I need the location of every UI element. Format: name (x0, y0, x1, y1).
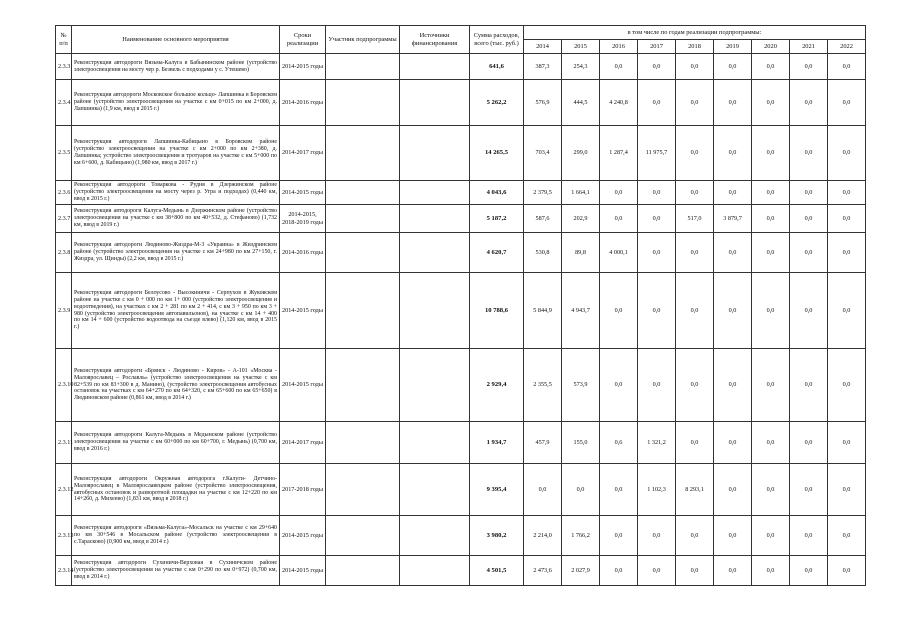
row-year-value: 0,0 (752, 181, 790, 205)
table-row (56, 205, 866, 233)
row-year-value: 0,0 (638, 181, 676, 205)
row-year-value: 0,0 (828, 422, 866, 464)
row-year-value: 202,9 (562, 205, 600, 233)
row-term: 2014-2015 годы (280, 181, 326, 205)
row-year-value: 0,0 (600, 516, 638, 556)
row-number: 2.3.5 (56, 126, 72, 181)
row-number: 2.3.14 (56, 556, 72, 586)
row-year-value: 0,0 (790, 126, 828, 181)
row-year-value: 4 240,8 (600, 80, 638, 126)
table-row (56, 349, 866, 422)
row-source (400, 233, 470, 273)
row-year-value: 0,6 (600, 422, 638, 464)
header-participant: Участник подпрограммы (326, 26, 400, 54)
row-year-value: 0,0 (638, 80, 676, 126)
row-year-value: 4 943,7 (562, 273, 600, 349)
row-year-value: 0,0 (790, 516, 828, 556)
row-year-value: 0,0 (828, 273, 866, 349)
row-year-value: 0,0 (676, 516, 714, 556)
row-year-value: 8 293,1 (676, 464, 714, 516)
budget-table (55, 25, 866, 586)
row-activity-name: Реконструкция автодороги Московское большое кольцо- Лапшинка в Боровском районе (устройство электроосвещения на участке с км 0+015 по км 2+000, д. Лапшинка) (1,9 км, ввод в 2015 г.) (72, 80, 280, 126)
row-participant (326, 464, 400, 516)
header-year: 2019 (714, 40, 752, 54)
row-year-value: 0,0 (524, 464, 562, 516)
row-source (400, 516, 470, 556)
header-year: 2021 (790, 40, 828, 54)
row-total-sum: 10 788,6 (470, 273, 524, 349)
row-year-value: 0,0 (752, 205, 790, 233)
row-year-value: 0,0 (714, 422, 752, 464)
row-year-value: 0,0 (714, 516, 752, 556)
row-total-sum: 2 929,4 (470, 349, 524, 422)
header-year: 2014 (524, 40, 562, 54)
row-year-value: 0,0 (600, 273, 638, 349)
row-participant (326, 233, 400, 273)
header-year: 2015 (562, 40, 600, 54)
table-row (56, 273, 866, 349)
row-term: 2014-2017 годы (280, 126, 326, 181)
row-year-value: 387,3 (524, 54, 562, 80)
row-year-value: 0,0 (790, 273, 828, 349)
row-activity-name: Реконструкция автодороги Окружная автодорога г.Калуги- Детчино-Малоярославец в Малоярославецком районе (устройство электроосвещения, автобусных остановок и разворотной площадки на участке с км 12+220 по км 14+260, д. Михеево) (1,831 км, ввод в 2018 г.) (72, 464, 280, 516)
row-year-value: 0,0 (638, 349, 676, 422)
row-year-value: 0,0 (752, 233, 790, 273)
row-year-value: 0,0 (828, 181, 866, 205)
row-year-value: 3 879,7 (714, 205, 752, 233)
row-number: 2.3.3 (56, 54, 72, 80)
row-year-value: 0,0 (790, 349, 828, 422)
row-total-sum: 4 501,5 (470, 556, 524, 586)
header-no: № п/п (56, 26, 72, 54)
row-year-value: 0,0 (790, 80, 828, 126)
row-year-value: 89,8 (562, 233, 600, 273)
row-year-value: 0,0 (790, 205, 828, 233)
row-term: 2017-2018 годы (280, 464, 326, 516)
row-year-value: 0,0 (790, 181, 828, 205)
row-number: 2.3.8 (56, 233, 72, 273)
row-year-value: 0,0 (828, 233, 866, 273)
row-source (400, 422, 470, 464)
row-source (400, 556, 470, 586)
row-year-value: 587,6 (524, 205, 562, 233)
row-participant (326, 205, 400, 233)
row-number: 2.3.7 (56, 205, 72, 233)
row-activity-name: Реконструкция автодороги Товаркова - Рудня в Дзержинском районе (устройство электроосвещения на мосту через р. Угра и подходах) (0,440 км, ввод в 2015 г.) (72, 181, 280, 205)
row-participant (326, 349, 400, 422)
table-row (56, 54, 866, 80)
row-year-value: 0,0 (828, 556, 866, 586)
row-total-sum: 641,6 (470, 54, 524, 80)
row-year-value: 576,9 (524, 80, 562, 126)
row-year-value: 1 321,2 (638, 422, 676, 464)
row-number: 2.3.4 (56, 80, 72, 126)
row-year-value: 155,0 (562, 422, 600, 464)
row-year-value: 444,5 (562, 80, 600, 126)
row-term: 2014-2015 годы (280, 556, 326, 586)
table-row (56, 422, 866, 464)
row-year-value: 703,4 (524, 126, 562, 181)
row-participant (326, 181, 400, 205)
row-year-value: 0,0 (714, 233, 752, 273)
row-year-value: 1 287,4 (600, 126, 638, 181)
row-year-value: 2 027,9 (562, 556, 600, 586)
row-year-value: 0,0 (714, 349, 752, 422)
header-source: Источники финансирования (400, 26, 470, 54)
row-year-value: 0,0 (752, 126, 790, 181)
row-year-value: 0,0 (790, 464, 828, 516)
row-number: 2.3.13 (56, 516, 72, 556)
table-row (56, 233, 866, 273)
row-participant (326, 54, 400, 80)
row-year-value: 0,0 (828, 80, 866, 126)
row-participant (326, 422, 400, 464)
row-year-value: 0,0 (714, 126, 752, 181)
row-total-sum: 14 265,5 (470, 126, 524, 181)
row-total-sum: 5 262,2 (470, 80, 524, 126)
row-year-value: 0,0 (828, 349, 866, 422)
row-participant (326, 126, 400, 181)
row-activity-name: Реконструкция автодороги Лапшинка-Кабицыно в Боровском районе (устройство электроосвещения на участке с км 2+000 по км 2+380, д. Лапшинка; устройство электроосвещения и тротуаров на участке с км 5+000 по км 6+600, д. Кабицыно) (1,980 км, ввод в 2017 г.) (72, 126, 280, 181)
row-source (400, 54, 470, 80)
row-number: 2.3.9 (56, 273, 72, 349)
row-year-value: 0,0 (714, 80, 752, 126)
row-year-value: 0,0 (828, 126, 866, 181)
row-term: 2014-2015, 2018-2019 годы (280, 205, 326, 233)
table-row (56, 80, 866, 126)
row-activity-name: Реконструкция автодороги Людиново-Жиздра-М-3 «Украина» в Жиздринском районе (устройство электроосвещения на участке с км 24+980 по км 27+150, г. Жиздра, ул. Щинды) (2,2 км, ввод в 2015 г.) (72, 233, 280, 273)
row-term: 2014-2015 годы (280, 516, 326, 556)
row-source (400, 80, 470, 126)
row-year-value: 0,0 (752, 422, 790, 464)
row-total-sum: 4 620,7 (470, 233, 524, 273)
table-row (56, 464, 866, 516)
row-year-value: 0,0 (752, 273, 790, 349)
row-year-value: 0,0 (676, 556, 714, 586)
header-name: Наименование основного мероприятия (72, 26, 280, 54)
row-total-sum: 4 043,6 (470, 181, 524, 205)
row-year-value: 0,0 (676, 233, 714, 273)
row-year-value: 2 355,5 (524, 349, 562, 422)
table-row (56, 181, 866, 205)
row-participant (326, 556, 400, 586)
header-year: 2020 (752, 40, 790, 54)
header-sum: Сумма расходов, всего (тыс. руб.) (470, 26, 524, 54)
row-year-value: 0,0 (752, 54, 790, 80)
row-activity-name: Реконструкция автодороги «Вязьма-Калуга»-Мосальск на участке с км 29+640 по км 30+546 в Мосальском районе (устройство электроосвещения в с.Тарасково) (0,900 км, ввод в 2014 г.) (72, 516, 280, 556)
row-year-value: 254,3 (562, 54, 600, 80)
row-year-value: 0,0 (600, 181, 638, 205)
header-year: 2022 (828, 40, 866, 54)
row-year-value: 0,0 (638, 233, 676, 273)
header-year: 2018 (676, 40, 714, 54)
header-year: 2016 (600, 40, 638, 54)
row-year-value: 11 975,7 (638, 126, 676, 181)
row-year-value: 0,0 (790, 233, 828, 273)
row-year-value: 0,0 (638, 273, 676, 349)
row-activity-name: Реконструкция автодороги Вязьма-Калуга в Бабынинском районе (устройство электроосвещения на мосту чер р. Безвель с подходами у с. Утешево) (72, 54, 280, 80)
row-source (400, 126, 470, 181)
row-number: 2.3.11 (56, 422, 72, 464)
row-year-value: 0,0 (638, 516, 676, 556)
row-participant (326, 80, 400, 126)
row-year-value: 0,0 (714, 464, 752, 516)
row-total-sum: 9 395,4 (470, 464, 524, 516)
row-year-value: 1 102,3 (638, 464, 676, 516)
row-year-value: 0,0 (600, 556, 638, 586)
table-row (56, 126, 866, 181)
row-year-value: 573,9 (562, 349, 600, 422)
row-source (400, 349, 470, 422)
row-number: 2.3.10 (56, 349, 72, 422)
row-number: 2.3.12 (56, 464, 72, 516)
row-activity-name: Реконструкция автодороги Калуга-Медынь в Дзержинском районе (устройство электроосвещения на участке с км 38+800 по км 40+532, д. Стефаново) (1,732 км, ввод в 2019 г.) (72, 205, 280, 233)
row-participant (326, 273, 400, 349)
row-year-value: 2 214,0 (524, 516, 562, 556)
row-participant (326, 516, 400, 556)
row-year-value: 0,0 (676, 126, 714, 181)
row-year-value: 0,0 (828, 464, 866, 516)
row-term: 2014-2015 годы (280, 54, 326, 80)
row-year-value: 0,0 (676, 181, 714, 205)
row-year-value: 0,0 (600, 349, 638, 422)
row-source (400, 181, 470, 205)
row-year-value: 0,0 (600, 54, 638, 80)
row-year-value: 0,0 (828, 516, 866, 556)
row-year-value: 0,0 (676, 80, 714, 126)
row-year-value: 0,0 (714, 556, 752, 586)
row-year-value: 0,0 (828, 54, 866, 80)
row-year-value: 0,0 (600, 205, 638, 233)
row-year-value: 0,0 (676, 422, 714, 464)
table-row (56, 556, 866, 586)
row-term: 2014-2016 годы (280, 233, 326, 273)
row-number: 2.3.6 (56, 181, 72, 205)
row-activity-name: Реконструкция автодороги «Брянск - Людиново - Киров» - А-101 «Москва - Малоярославец – Рославль» (устройство электроосвещения на участке с км 82+539 по км 83+300 в д. Манино), (устройство электроосвещения автобусных остановок на участках с км 64+270 по км 64+320, с км 65+600 по км 65+650) в Людиновском районе (0,861 км, ввод в 2014 г.) (72, 349, 280, 422)
row-year-value: 0,0 (752, 516, 790, 556)
row-year-value: 0,0 (676, 54, 714, 80)
row-total-sum: 5 187,2 (470, 205, 524, 233)
row-year-value: 0,0 (752, 349, 790, 422)
row-year-value: 5 844,9 (524, 273, 562, 349)
row-term: 2014-2016 годы (280, 80, 326, 126)
row-year-value: 0,0 (752, 464, 790, 516)
row-year-value: 2 473,6 (524, 556, 562, 586)
row-year-value: 2 379,5 (524, 181, 562, 205)
row-year-value: 0,0 (676, 349, 714, 422)
header-years-title: в том числе по годам реализации подпрограммы: (524, 26, 866, 40)
row-term: 2014-2017 годы (280, 422, 326, 464)
header-term: Сроки реализации (280, 26, 326, 54)
row-year-value: 0,0 (828, 205, 866, 233)
row-source (400, 464, 470, 516)
row-year-value: 0,0 (638, 54, 676, 80)
row-year-value: 1 664,1 (562, 181, 600, 205)
header-year: 2017 (638, 40, 676, 54)
row-year-value: 457,9 (524, 422, 562, 464)
row-year-value: 0,0 (790, 556, 828, 586)
table-row (56, 516, 866, 556)
row-year-value: 0,0 (714, 181, 752, 205)
row-source (400, 273, 470, 349)
row-term: 2014-2015 годы (280, 349, 326, 422)
row-year-value: 0,0 (600, 464, 638, 516)
row-year-value: 0,0 (562, 464, 600, 516)
row-year-value: 299,0 (562, 126, 600, 181)
row-total-sum: 1 934,7 (470, 422, 524, 464)
row-year-value: 1 766,2 (562, 516, 600, 556)
row-year-value: 0,0 (714, 273, 752, 349)
row-source (400, 205, 470, 233)
budget-table-sheet (55, 25, 865, 586)
row-year-value: 0,0 (638, 556, 676, 586)
row-year-value: 0,0 (714, 54, 752, 80)
row-total-sum: 3 980,2 (470, 516, 524, 556)
row-year-value: 0,0 (638, 205, 676, 233)
row-year-value: 0,0 (676, 273, 714, 349)
row-year-value: 0,0 (790, 422, 828, 464)
row-term: 2014-2015 годы (280, 273, 326, 349)
row-year-value: 530,8 (524, 233, 562, 273)
row-year-value: 0,0 (752, 556, 790, 586)
row-year-value: 517,0 (676, 205, 714, 233)
row-activity-name: Реконструкция автодороги Калуга-Медынь в Медынском районе (устройство электроосвещения на участке с км 60+000 по км 60+700, г. Медынь) (0,700 км, ввод в 2016 г.) (72, 422, 280, 464)
row-year-value: 0,0 (752, 80, 790, 126)
row-year-value: 4 000,1 (600, 233, 638, 273)
row-year-value: 0,0 (790, 54, 828, 80)
row-activity-name: Реконструкция автодороги Белоусово - Высокиничи - Серпухов в Жуковском районе на участке с км 0 + 000 по км 1+ 000 (устройство электроосвещения и водоотведения), на участках с км 2 + 281 по км 2 + 414, с км 3 + 950 по км 3 + 980 (устройство электроосвещения автопавильонов), на участке с км 14 + 400 по км 14 + 600 (устройство водоотвода на съезде влево) (1,120 км, ввод в 2015 г.) (72, 273, 280, 349)
row-activity-name: Реконструкция автодороги Сухиничи-Верховая в Сухиничском районе (устройство электроосвещения на участке с км 0+290 по км 0+972) (0,700 км, ввод в 2014 г.) (72, 556, 280, 586)
